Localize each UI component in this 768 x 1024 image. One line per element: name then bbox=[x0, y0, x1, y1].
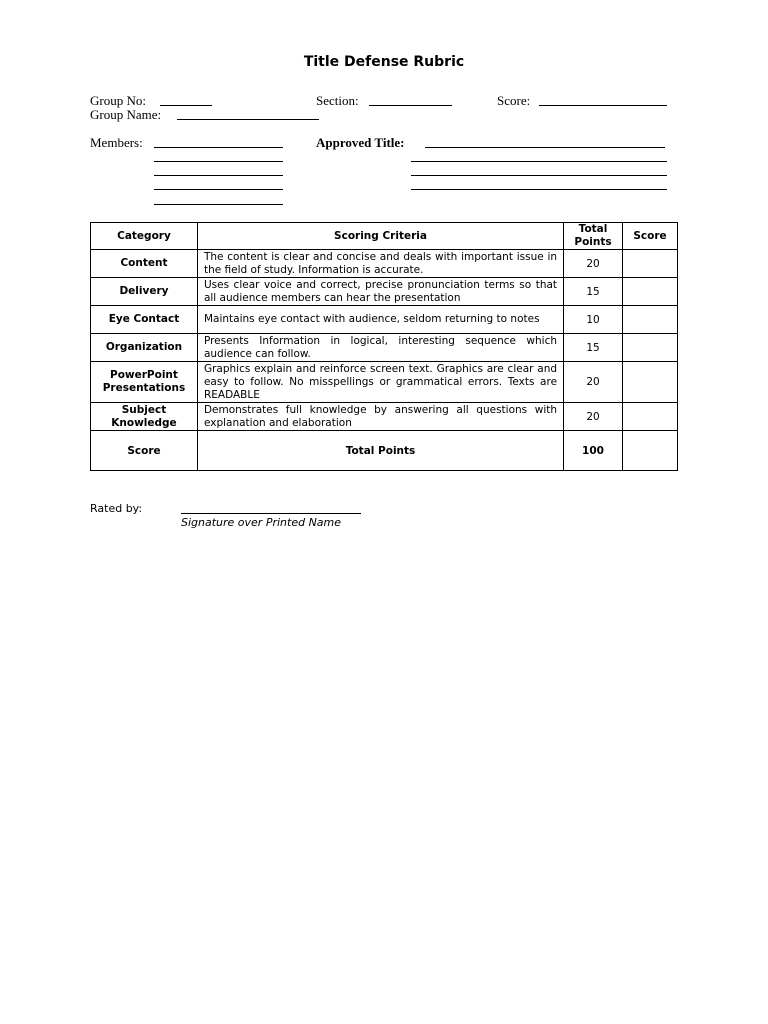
category-cell: Subject Knowledge bbox=[91, 403, 198, 431]
group-name-label: Group Name: bbox=[90, 107, 162, 122]
criteria-cell: The content is clear and concise and deals with important issue in the field of study. Information is accurate. bbox=[197, 250, 563, 278]
approved-title-label: Approved Title: bbox=[316, 135, 405, 150]
score-cell[interactable] bbox=[623, 403, 678, 431]
footer-total-value: 100 bbox=[564, 431, 623, 471]
section-label: Section: bbox=[316, 93, 359, 108]
category-cell: PowerPoint Presentations bbox=[91, 362, 198, 403]
member-line bbox=[154, 161, 283, 162]
rated-by-label: Rated by: bbox=[90, 502, 143, 515]
table-row bbox=[91, 278, 678, 306]
points-cell: 20 bbox=[564, 250, 623, 278]
points-cell: 15 bbox=[564, 334, 623, 362]
approved-title-line bbox=[425, 147, 665, 148]
points-cell: 10 bbox=[564, 306, 623, 334]
table-footer-row bbox=[91, 431, 678, 471]
approved-title-line bbox=[411, 175, 667, 176]
footer-total-label: Total Points bbox=[197, 431, 563, 471]
score-cell[interactable] bbox=[623, 334, 678, 362]
member-line bbox=[154, 175, 283, 176]
table-row bbox=[91, 334, 678, 362]
column-header-total-points: Total Points bbox=[564, 223, 623, 250]
table-header-row bbox=[91, 223, 678, 250]
table-row bbox=[91, 362, 678, 403]
group-no-line bbox=[160, 105, 212, 106]
member-line bbox=[154, 189, 283, 190]
members-label: Members: bbox=[90, 135, 143, 150]
column-header-category: Category bbox=[91, 223, 198, 250]
criteria-cell: Presents Information in logical, interesting sequence which audience can follow. bbox=[197, 334, 563, 362]
score-cell[interactable] bbox=[623, 278, 678, 306]
points-cell: 20 bbox=[564, 403, 623, 431]
member-line bbox=[154, 147, 283, 148]
table-row bbox=[91, 250, 678, 278]
group-name-line bbox=[177, 119, 319, 120]
score-label: Score: bbox=[497, 93, 531, 108]
points-cell: 20 bbox=[564, 362, 623, 403]
points-cell: 15 bbox=[564, 278, 623, 306]
column-header-criteria: Scoring Criteria bbox=[197, 223, 563, 250]
table-row bbox=[91, 306, 678, 334]
approved-title-line bbox=[411, 161, 667, 162]
column-header-score: Score bbox=[623, 223, 678, 250]
criteria-cell: Demonstrates full knowledge by answering all questions with explanation and elaboration bbox=[197, 403, 563, 431]
signature-caption: Signature over Printed Name bbox=[181, 516, 342, 529]
category-cell: Eye Contact bbox=[91, 306, 198, 334]
table-row bbox=[91, 403, 678, 431]
score-line bbox=[539, 105, 667, 106]
category-cell: Delivery bbox=[91, 278, 198, 306]
score-cell[interactable] bbox=[623, 306, 678, 334]
criteria-cell: Uses clear voice and correct, precise pronunciation terms so that all audience members can hear the presentation bbox=[197, 278, 563, 306]
group-no-label: Group No: bbox=[90, 93, 146, 108]
score-cell[interactable] bbox=[623, 250, 678, 278]
score-cell[interactable] bbox=[623, 362, 678, 403]
signature-line bbox=[181, 513, 361, 514]
category-cell: Organization bbox=[91, 334, 198, 362]
page-title: Title Defense Rubric bbox=[303, 54, 465, 70]
criteria-cell: Maintains eye contact with audience, seldom returning to notes bbox=[197, 306, 563, 334]
approved-title-line bbox=[411, 189, 667, 190]
rubric-table bbox=[90, 222, 678, 471]
footer-score-cell[interactable] bbox=[623, 431, 678, 471]
footer-score-label: Score bbox=[91, 431, 198, 471]
category-cell: Content bbox=[91, 250, 198, 278]
criteria-cell: Graphics explain and reinforce screen text. Graphics are clear and easy to follow. No misspellings or grammatical errors. Texts are READABLE bbox=[197, 362, 563, 403]
member-line bbox=[154, 204, 283, 205]
section-line bbox=[369, 105, 452, 106]
